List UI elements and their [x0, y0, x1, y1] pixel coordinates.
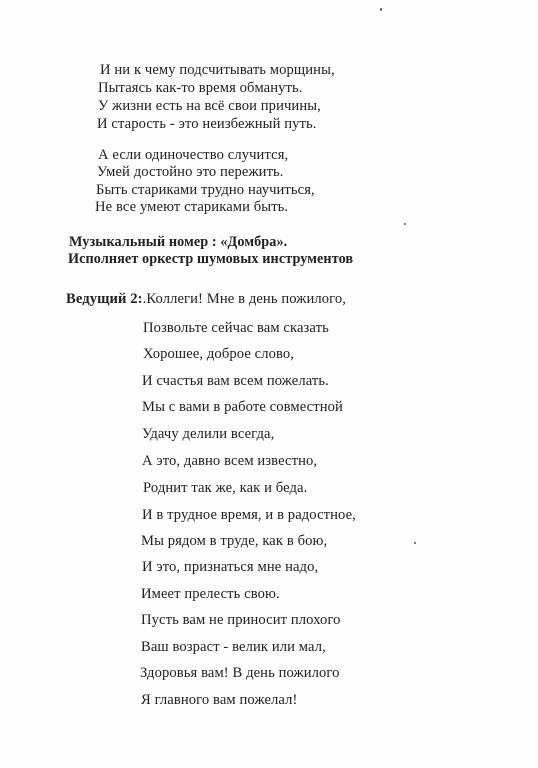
poem-line: Пытаясь как-то время обмануть.	[98, 80, 303, 96]
speaker-label: Ведущий 2:	[66, 291, 143, 307]
speech-line: Пусть вам не приносит плохого	[141, 612, 341, 628]
scan-speck	[414, 542, 416, 544]
poem-line: Быть стариками трудно научиться,	[96, 182, 315, 198]
speech-first-text: .Коллеги! Мне в день пожилого,	[142, 291, 347, 307]
speech-line: Ваш возраст - велик или мал,	[141, 639, 326, 655]
music-number-performer: Исполняет оркестр шумовых инструментов	[68, 251, 354, 267]
poem-line: У жизни есть на всё свои причины,	[98, 98, 321, 114]
scan-speck	[404, 223, 406, 225]
scan-speck	[380, 8, 382, 11]
poem-line: И ни к чему подсчитывать морщины,	[100, 62, 335, 78]
speech-line: Я главного вам пожелал!	[141, 692, 298, 708]
speech-line: Здоровья вам! В день пожилого	[140, 665, 340, 681]
speech-line: И это, признаться мне надо,	[142, 559, 319, 575]
speech-line: Роднит так же, как и беда.	[143, 480, 308, 496]
music-number-title: Музыкальный номер : «Домбра».	[69, 234, 288, 250]
poem-line: Умей достойно это пережить.	[97, 164, 284, 180]
speech-line: Хорошее, доброе слово,	[143, 346, 295, 362]
speech-line: Имеет прелесть свою.	[141, 586, 280, 602]
poem-line: И старость - это неизбежный путь.	[97, 116, 317, 132]
speech-line: Позвольте сейчас вам сказать	[143, 320, 329, 336]
speech-line: И в трудное время, и в радостное,	[142, 507, 356, 523]
speech-line: Удачу делили всегда,	[142, 426, 275, 442]
poem-line: Не все умеют стариками быть.	[95, 199, 289, 215]
speech-line: Мы с вами в работе совместной	[142, 399, 343, 415]
speech-line: И счастья вам всем пожелать.	[142, 373, 329, 389]
speech-first-line	[66, 291, 346, 308]
speech-line: Мы рядом в труде, как в бою,	[141, 533, 328, 549]
speech-line: А это, давно всем известно,	[142, 453, 318, 469]
poem-line: А если одиночество случится,	[98, 147, 289, 163]
